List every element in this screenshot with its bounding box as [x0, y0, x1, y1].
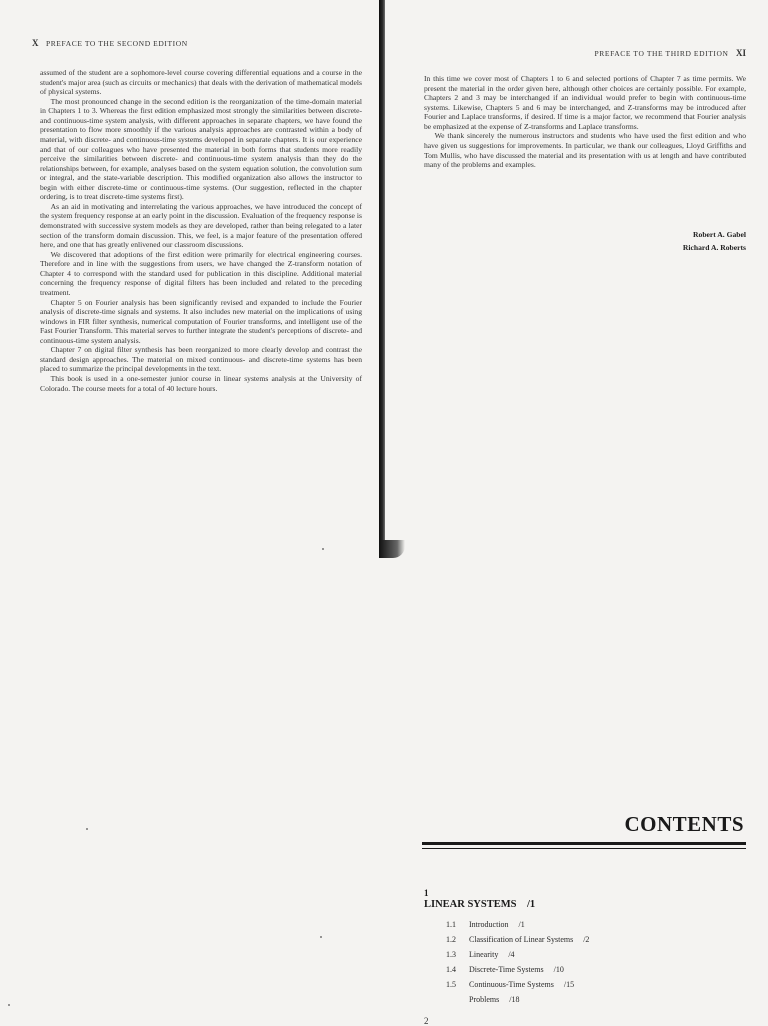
toc-section-title: Continuous-Time Systems	[469, 980, 554, 989]
chapter-page: /1	[527, 899, 536, 910]
left-paragraph: The most pronounced change in the second edition is the reorganization of the time-domain material in Chapters 1 to 3. Whereas the first edition emphasized most strongly the similarities between discrete- and continuous-time system analysis, with different approaches in separate chapters, we have found the presentation to flow more smoothly if the various analysis approaches are contrasted within a body of material, with discrete- and continuous-time systems developed in separate chapters. It is our experience and that of our colleagues who have presented the material in both forms that students more readily perceive the similarities between discrete- and continuous-time system analysis than they do the relationships between, for example, analyses based on the system equation solution, the convolution sum or integral, and the state-variable description. This modified organization also allows the instructor to begin with either discrete-time or continuous-time systems. (Our suggestion, reflected in the chapter ordering, is to treat discrete-time systems first).	[40, 96, 362, 202]
scan-speck	[8, 1004, 10, 1006]
left-paragraph: We discovered that adoptions of the first edition were primarily for electrical engineering courses. Therefore and in line with the suggestions from users, we have changed the Z-transform notation of Chapter 4 to correspond with the standard used for publication in this discipline. Additional material concerning the frequency response of digital filters has been included and related to the preceding treatment.	[40, 249, 362, 297]
toc-entry	[446, 962, 589, 977]
toc-section-number: 1.1	[446, 920, 456, 929]
left-paragraph: assumed of the student are a sophomore-level course covering differential equations and a course in the student's major area (such as circuits or mechanics) that deals with the derivation of mathematical models of physical systems.	[40, 68, 362, 97]
right-page-numeral: XI	[735, 48, 746, 58]
right-paragraph: In this time we cover most of Chapters 1 to 6 and selected portions of Chapter 7 as time permits. We present the material in the order given here, although other choices are certainly possible. For example, Chapters 2 and 3 may be interchanged if an individual would prefer to begin with continuous-time systems. Likewise, Chapters 5 and 6 may be interchanged, and Z-transforms may be introduced after Fourier and Laplace transforms, if desired. If time is a major factor, we recommend that Fourier analysis be emphasized at the expense of Z-transforms and Laplace transforms.	[424, 74, 746, 131]
author-signature-2: Richard A. Roberts	[682, 243, 746, 252]
contents-rule-thick	[422, 842, 746, 845]
toc-section-page: /18	[509, 995, 520, 1004]
toc-section-number: 1.3	[446, 950, 456, 959]
left-body-text	[40, 68, 362, 393]
author-signature-1: Robert A. Gabel	[693, 230, 746, 239]
scan-speck	[86, 828, 88, 830]
toc-section-title: Linearity	[469, 950, 499, 959]
toc-section-number: 1.5	[446, 980, 456, 989]
toc-section-page: /1	[518, 920, 525, 929]
left-running-head-text: PREFACE TO THE SECOND EDITION	[45, 39, 188, 48]
toc-section-page: /4	[508, 950, 515, 959]
contents-rule-thin	[422, 848, 746, 849]
toc-entry	[446, 992, 589, 1007]
toc-section-number: 1.4	[446, 965, 456, 974]
scan-speck	[320, 936, 322, 938]
right-running-head-text: PREFACE TO THE THIRD EDITION	[594, 49, 729, 58]
left-paragraph: This book is used in a one-semester junior course in linear systems analysis at the University of Colorado. The course meets for a total of 40 lecture hours.	[40, 374, 362, 393]
chapter-title-text: LINEAR SYSTEMS	[424, 899, 517, 910]
scan-speck	[322, 548, 324, 550]
toc-entry	[446, 932, 589, 947]
left-paragraph: Chapter 7 on digital filter synthesis has been reorganized to more clearly develop and contrast the standard design approaches. The material on mixed continuous- and discrete-time systems has been placed to summarize the principal developments in the text.	[40, 345, 362, 374]
book-gutter-curl	[379, 540, 405, 558]
chapter-title	[424, 899, 535, 910]
toc-entry	[446, 917, 589, 932]
toc-list	[446, 917, 589, 1007]
toc-section-title: Classification of Linear Systems	[469, 935, 574, 944]
toc-section-page: /2	[583, 935, 590, 944]
toc-section-page: /15	[563, 980, 575, 989]
chapter-number: 1	[424, 888, 429, 898]
toc-section-number	[446, 992, 469, 1007]
left-running-head	[32, 38, 188, 48]
book-gutter-shadow	[379, 0, 385, 555]
page-folio: 2	[424, 1016, 429, 1026]
toc-section-title: Introduction	[469, 920, 509, 929]
toc-section-title: Problems	[469, 995, 500, 1004]
toc-section-number: 1.2	[446, 935, 456, 944]
contents-heading: CONTENTS	[624, 812, 744, 836]
right-running-head	[595, 48, 746, 58]
left-paragraph: As an aid in motivating and interrelating the various approaches, we have introduced the concept of the system frequency response at an early point in the discussion. Evaluation of the frequency response is demonstrated with successive system models as they are developed, rather than being relegated to a later section of the transform domain discussion. This, we feel, is a major feature of the presentation offered here, and one that has greatly enlivened our classroom discussions.	[40, 201, 362, 250]
left-page-numeral: X	[32, 38, 39, 48]
toc-section-page: /10	[553, 965, 564, 974]
toc-entry	[446, 977, 589, 992]
left-paragraph: Chapter 5 on Fourier analysis has been significantly revised and expanded to include the Fourier analysis of discrete-time signals and systems. It also includes new material on the implications of using windows in FIR filter synthesis, numerical computation of Fourier transforms, and intelligent use of the Fast Fourier Transform. This material serves to further integrate the student's perceptions of discrete- and continuous-time system analysis.	[40, 297, 362, 345]
right-body-text	[424, 74, 746, 170]
toc-entry	[446, 947, 589, 962]
right-paragraph: We thank sincerely the numerous instructors and students who have used the first edition and who have given us suggestions for improvements. In particular, we thank our colleagues, Lloyd Griffiths and Tom Mullis, who have discussed the material and its presentation with us at length and have contributed many of the problems and examples.	[424, 131, 746, 170]
toc-section-title: Discrete-Time Systems	[469, 965, 544, 974]
